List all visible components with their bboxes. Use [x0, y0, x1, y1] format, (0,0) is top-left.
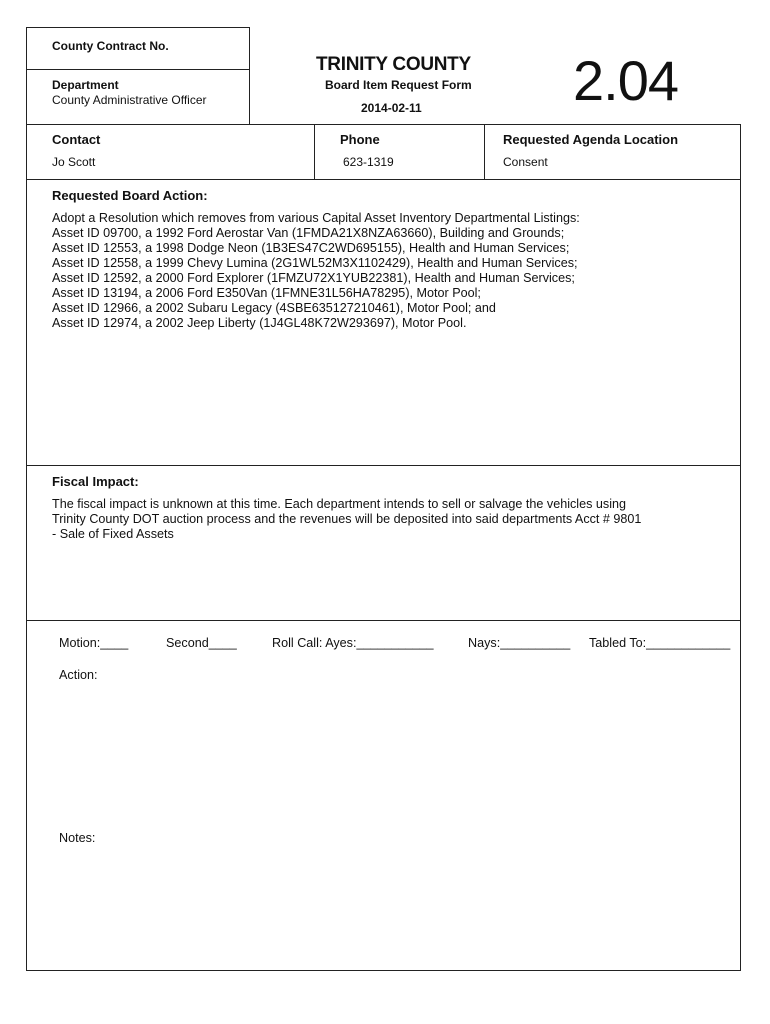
phone-label: Phone: [340, 132, 380, 147]
frame-top-left: [26, 27, 250, 28]
phone-agenda-divider: [484, 124, 485, 179]
county-title: TRINITY COUNTY: [316, 54, 471, 75]
agenda-label: Requested Agenda Location: [503, 132, 679, 147]
agenda-value: Consent: [503, 155, 548, 169]
contract-label: County Contract No.: [52, 39, 169, 53]
contact-phone-divider: [314, 124, 315, 179]
board-action-line: Asset ID 12966, a 2002 Subaru Legacy (4SBE635127210461), Motor Pool; and: [52, 301, 496, 315]
frame-right: [740, 124, 741, 971]
board-action-line: Asset ID 12974, a 2002 Jeep Liberty (1J4GL48K72W293697), Motor Pool.: [52, 316, 467, 330]
board-action-line: Adopt a Resolution which removes from various Capital Asset Inventory Departmental Listings:: [52, 211, 580, 225]
header-bottom-rule: [26, 124, 741, 125]
form-title: Board Item Request Form: [325, 78, 472, 92]
contract-box-right: [249, 27, 250, 124]
action-label: Action:: [59, 668, 98, 682]
notes-label: Notes:: [59, 831, 96, 845]
item-number: 2.04: [573, 49, 678, 112]
board-action-line: Asset ID 12592, a 2000 Ford Explorer (1FMZU72X1YUB22381), Health and Human Services;: [52, 271, 575, 285]
department-value: County Administrative Officer: [52, 93, 207, 107]
board-action-line: Asset ID 13194, a 2006 Ford E350Van (1FMNE31L56HA78295), Motor Pool;: [52, 286, 481, 300]
second-field: Second____: [166, 636, 237, 650]
fiscal-line: The fiscal impact is unknown at this time. Each department intends to sell or salvage the vehicles using: [52, 497, 627, 511]
fiscal-line: - Sale of Fixed Assets: [52, 527, 174, 541]
fiscal-bottom-rule: [26, 620, 741, 621]
board-action-line: Asset ID 12558, a 1999 Chevy Lumina (2G1WL52M3X1102429), Health and Human Services;: [52, 256, 578, 270]
frame-left: [26, 27, 27, 971]
board-action-label: Requested Board Action:: [52, 188, 208, 203]
board-action-line: Asset ID 09700, a 1992 Ford Aerostar Van (1FMDA21X8NZA63660), Building and Grounds;: [52, 226, 565, 240]
motion-field: Motion:____: [59, 636, 129, 650]
board-action-line: Asset ID 12553, a 1998 Dodge Neon (1B3ES47C2WD695155), Health and Human Services;: [52, 241, 570, 255]
contract-divider: [26, 69, 250, 70]
fiscal-line: Trinity County DOT auction process and the revenues will be deposited into said departments Acct # 9801: [52, 512, 642, 526]
contact-value: Jo Scott: [52, 155, 96, 169]
contact-row-bottom-rule: [26, 179, 741, 180]
phone-value: 623-1319: [343, 155, 394, 169]
action-bottom-rule: [26, 465, 741, 466]
nays-field: Nays:__________: [468, 636, 571, 650]
form-date: 2014-02-11: [361, 101, 422, 115]
tabled-to-field: Tabled To:____________: [589, 636, 731, 650]
fiscal-label: Fiscal Impact:: [52, 474, 139, 489]
contact-label: Contact: [52, 132, 101, 147]
roll-call-ayes-field: Roll Call: Ayes:___________: [272, 636, 434, 650]
department-label: Department: [52, 78, 119, 92]
frame-bottom: [26, 970, 741, 971]
